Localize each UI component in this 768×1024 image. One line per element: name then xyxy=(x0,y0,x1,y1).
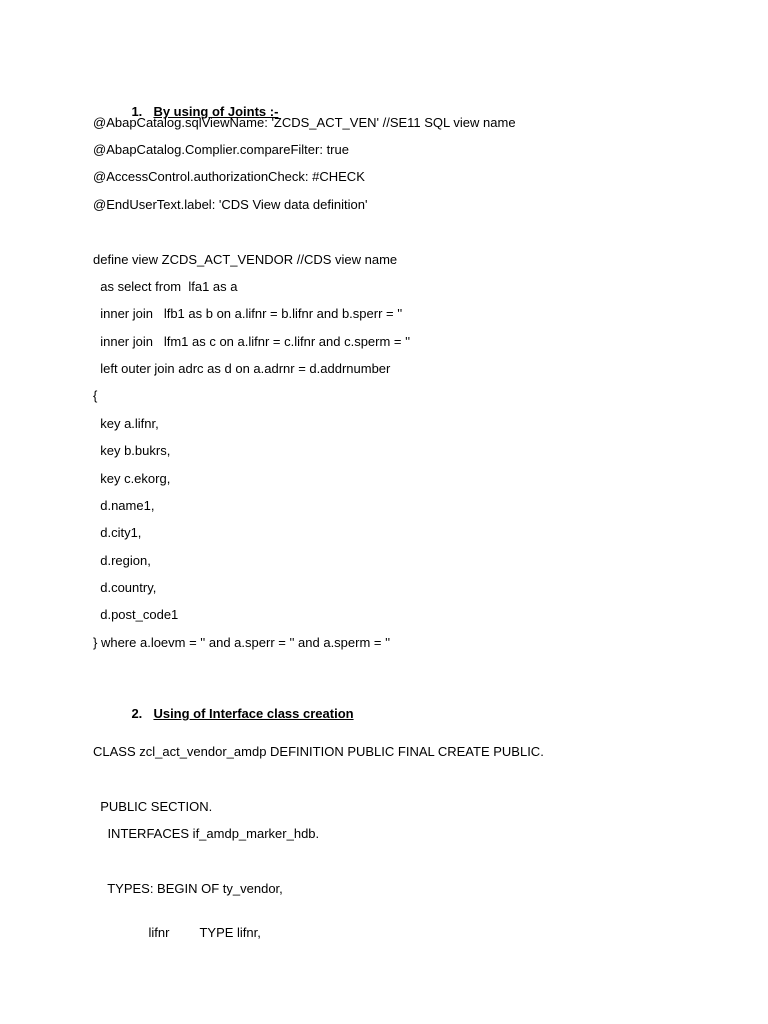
code-line: inner join lfm1 as c on a.lifnr = c.lifnr and c.sperm = '' xyxy=(93,334,411,349)
code-line: define view ZCDS_ACT_VENDOR //CDS view name xyxy=(93,252,398,267)
annotation-line: @AbapCatalog.Complier.compareFilter: true xyxy=(93,142,349,157)
annotation-line: @AccessControl.authorizationCheck: #CHECK xyxy=(93,169,365,184)
section-1-title: By using of Joints :- xyxy=(153,104,279,119)
code-line: key b.bukrs, xyxy=(93,443,171,458)
code-line: PUBLIC SECTION. xyxy=(93,799,213,814)
code-line: d.city1, xyxy=(93,525,142,540)
annotation-line: @EndUserText.label: 'CDS View data definition' xyxy=(93,197,368,212)
code-line: d.post_code1 xyxy=(93,607,179,622)
code-line: d.name1, xyxy=(93,498,155,513)
field-type: TYPE lifnr, xyxy=(199,925,261,940)
code-line: key c.ekorg, xyxy=(93,471,171,486)
code-line: TYPES: BEGIN OF ty_vendor, xyxy=(93,881,283,896)
code-line: INTERFACES if_amdp_marker_hdb. xyxy=(93,826,320,841)
type-field-row xyxy=(134,909,261,957)
section-2-title: Using of Interface class creation xyxy=(153,706,354,721)
annotation-line: @AbapCatalog.sqlViewName: 'ZCDS_ACT_VEN' //SE11 SQL view name xyxy=(93,115,516,130)
code-line: as select from lfa1 as a xyxy=(93,279,238,294)
code-line: } where a.loevm = '' and a.sperr = '' and a.sperm = '' xyxy=(93,635,391,650)
code-line: d.region, xyxy=(93,553,151,568)
code-line: key a.lifnr, xyxy=(93,416,159,431)
code-line: d.country, xyxy=(93,580,157,595)
code-line: inner join lfb1 as b on a.lifnr = b.lifnr and b.sperr = '' xyxy=(93,306,403,321)
field-name: lifnr xyxy=(148,925,170,940)
section-2-heading xyxy=(117,690,354,738)
code-line: CLASS zcl_act_vendor_amdp DEFINITION PUBLIC FINAL CREATE PUBLIC. xyxy=(93,744,544,759)
section-2-number: 2. xyxy=(131,706,143,721)
code-line: left outer join adrc as d on a.adrnr = d.addrnumber xyxy=(93,361,391,376)
code-line: { xyxy=(93,388,98,403)
section-1-number: 1. xyxy=(131,104,143,119)
